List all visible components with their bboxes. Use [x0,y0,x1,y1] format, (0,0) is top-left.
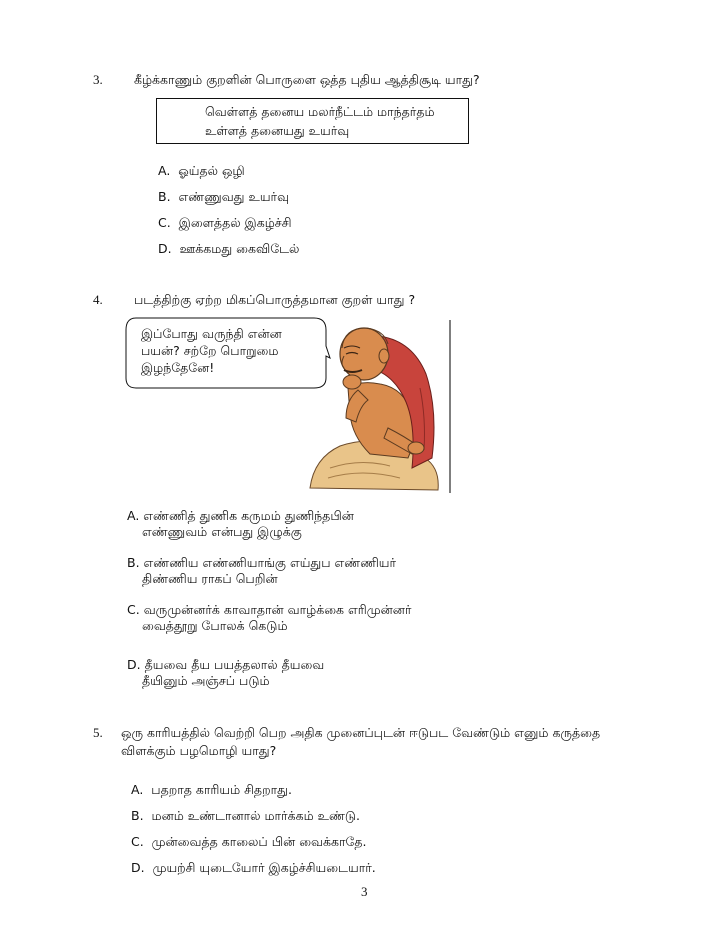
q3-number: 3. [93,72,103,87]
q5-option-d[interactable]: D. முயற்சி யுடையோர் இகழ்ச்சியடையார். [131,860,376,875]
q4-option-a[interactable]: A. எண்ணித் துணிக கருமம் துணிந்தபின் எண்ணுவம் என்பது இழுக்கு [127,508,354,539]
q3-kural-line2: உள்ளத் தனையது உயர்வு [205,123,350,138]
q3-option-b[interactable]: B. எண்ணுவது உயர்வு [158,189,290,204]
q4-number: 4. [93,292,103,307]
q4-option-c[interactable]: C. வருமுன்னர்க் காவாதான் வாழ்க்கை எரிமுன்னர் வைத்தூறு போலக் கெடும் [127,602,412,633]
q3-option-a[interactable]: A. ஓய்தல் ஒழி [158,163,245,178]
bubble-line-1: இப்போது வருந்தி என்ன [141,326,282,341]
q3-option-d[interactable]: D. ஊக்கமது கைவிடேல் [158,241,300,256]
q5-option-a[interactable]: A. பதறாத காரியம் சிதறாது. [131,782,292,797]
q3-kural-line1: வெள்ளத் தனைய மலர்நீட்டம் மாந்தர்தம் [205,104,435,119]
q5-question-line2: விளக்கும் பழமொழி யாது? [121,743,277,758]
pensive-man-illustration [300,318,455,495]
bubble-text [141,325,282,376]
q5-option-c[interactable]: C. முன்வைத்த காலைப் பின் வைக்காதே. [131,834,367,849]
q3-option-c[interactable]: C. இளைத்தல் இகழ்ச்சி [158,215,292,230]
bubble-line-3: இழந்தேனே! [141,360,215,375]
q3-kural-box [156,98,469,144]
q5-number: 5. [93,725,103,740]
page-number: 3 [361,884,368,899]
q4-question: படத்திற்கு ஏற்ற மிகப்பொருத்தமான குறள் யாது ? [134,292,416,307]
q4-option-d[interactable]: D. தீயவை தீய பயத்தலால் தீயவை தீயினும் அஞ்சப் படும் [127,657,325,688]
q3-question: கீழ்க்காணும் குறளின் பொருளை ஒத்த புதிய ஆத்திசூடி யாது? [134,72,480,87]
bubble-line-2: பயன்? சற்றே பொறுமை [141,343,279,358]
q5-question-line1: ஒரு காரியத்தில் வெற்றி பெற அதிக முனைப்புடன் ஈடுபட வேண்டும் எனும் கருத்தை [121,725,601,740]
q4-option-b[interactable]: B. எண்ணிய எண்ணியாங்கு எய்துப எண்ணியர் திண்ணிய ராகப் பெறின் [127,555,397,586]
q5-option-b[interactable]: B. மனம் உண்டானால் மார்க்கம் உண்டு. [131,808,360,823]
